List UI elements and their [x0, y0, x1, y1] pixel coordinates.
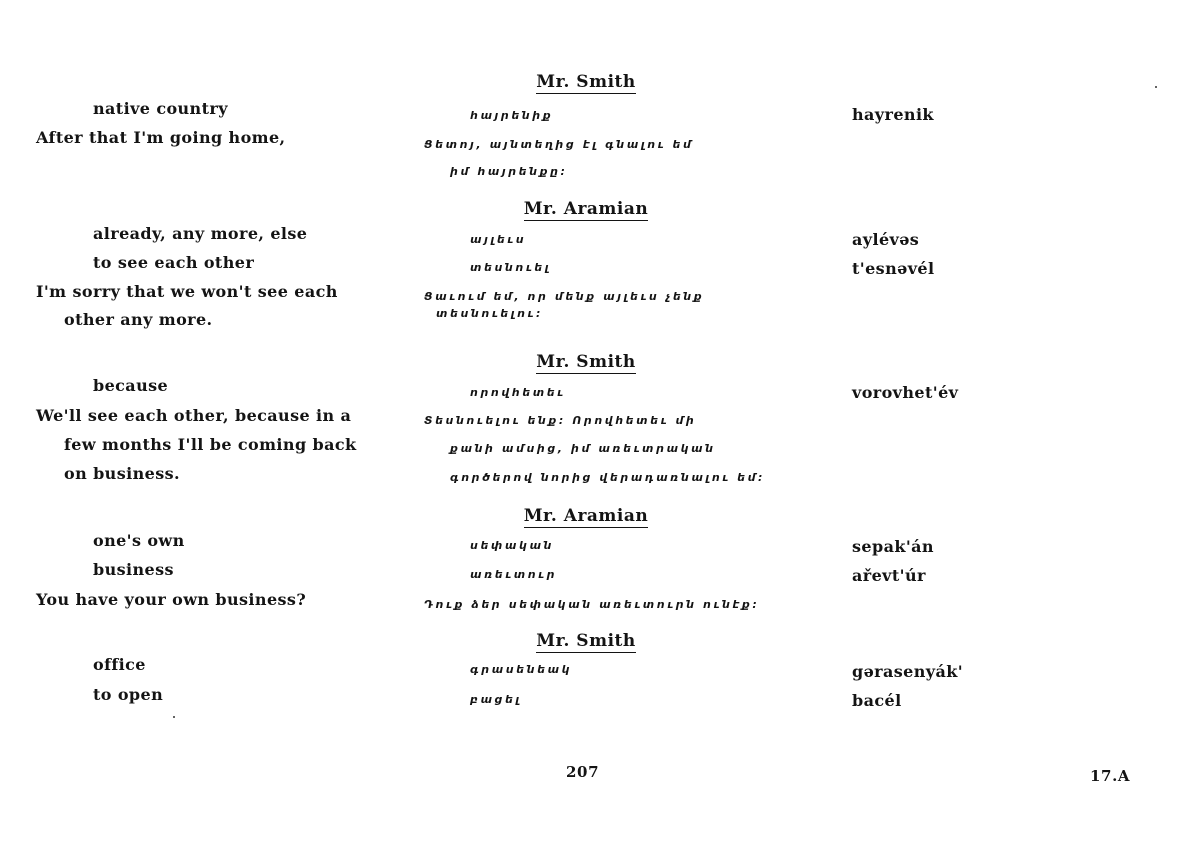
armenian-line: գործերով նորից վերադառնալու եմ։	[450, 471, 766, 484]
armenian-line: Դուք ձեր սեփական առեւտուրն ունէք։	[424, 598, 760, 611]
armenian-line: Տեսնուելու ենք։ Որովհետեւ մի	[424, 414, 697, 427]
armenian-line: հայրենիք	[470, 109, 554, 122]
speaker-heading: Mr. Smith	[536, 352, 636, 372]
transliteration: t'esnəvél	[852, 259, 935, 278]
english-line: native country	[93, 99, 228, 118]
armenian-line: որովհետեւ	[470, 386, 566, 399]
page-number: 207	[566, 763, 600, 781]
speaker-heading: Mr. Aramian	[523, 199, 649, 219]
english-line: You have your own business?	[36, 590, 307, 609]
english-line: already, any more, else	[93, 224, 308, 243]
english-line: because	[93, 376, 169, 395]
english-line: on business.	[64, 464, 180, 483]
lesson-label: 17.A	[1090, 767, 1131, 785]
transliteration: vorovhet'év	[852, 383, 959, 402]
english-line: other any more.	[64, 310, 213, 329]
armenian-line: տեսնուելու։	[436, 307, 544, 320]
english-line: I'm sorry that we won't see each	[36, 282, 338, 301]
english-line: few months I'll be coming back	[64, 435, 357, 454]
transliteration: bacél	[852, 691, 902, 710]
english-line: to see each other	[93, 253, 255, 272]
armenian-line: սեփական	[470, 539, 554, 552]
transliteration: ařevt'úr	[852, 566, 926, 585]
speaker-heading: Mr. Smith	[536, 631, 636, 651]
armenian-line: քանի ամսից, իմ առեւտրական	[450, 442, 716, 455]
armenian-line: իմ հայրենքը։	[450, 165, 568, 178]
english-line: After that I'm going home,	[36, 128, 286, 147]
transliteration: aylévəs	[852, 230, 920, 249]
english-line: to open	[93, 685, 164, 704]
armenian-line: առեւտուր	[470, 568, 558, 581]
armenian-line: այլեւս	[470, 233, 527, 246]
english-line: office	[93, 655, 146, 674]
print-speck	[1155, 86, 1157, 88]
armenian-line: տեսնուել	[470, 261, 552, 274]
english-line: one's own	[93, 531, 185, 550]
armenian-line: Ցաւում եմ, որ մենք այլեւս չենք	[424, 290, 705, 303]
armenian-line: բացել	[470, 693, 522, 706]
armenian-line: գրասենեակ	[470, 663, 573, 676]
transliteration: gərasenyák'	[852, 662, 964, 681]
speaker-heading: Mr. Aramian	[523, 506, 649, 526]
armenian-line: Ցետոյ, այնտեղից էլ գնալու եմ	[424, 138, 694, 151]
english-line: We'll see each other, because in a	[36, 406, 352, 425]
transliteration: hayrenik	[852, 105, 934, 124]
print-speck	[173, 716, 175, 718]
speaker-heading: Mr. Smith	[536, 72, 636, 92]
transliteration: sepak'án	[852, 537, 934, 556]
english-line: business	[93, 560, 174, 579]
